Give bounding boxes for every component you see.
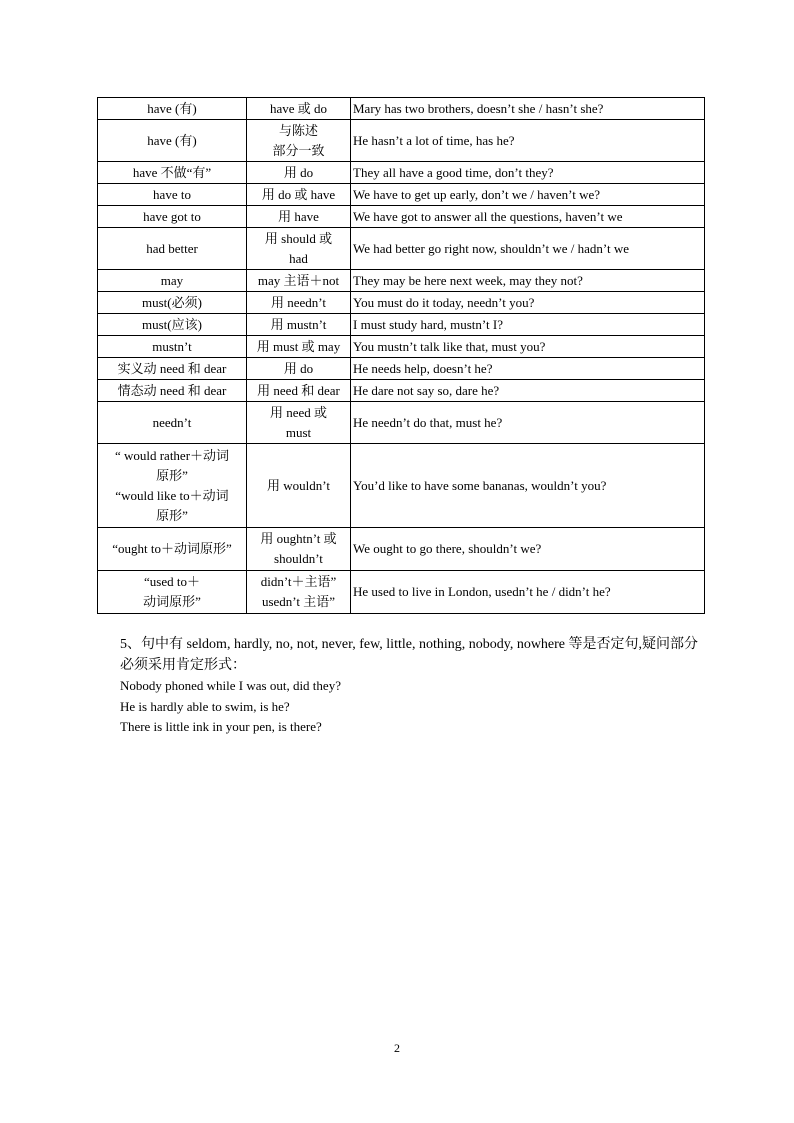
verb-form-cell: have (有)	[98, 120, 247, 162]
tag-rule-cell: 用 need 或 must	[247, 402, 351, 444]
table-body	[98, 98, 705, 614]
verb-form-cell: have to	[98, 184, 247, 206]
example-cell: We ought to go there, shouldn’t we?	[351, 528, 705, 571]
table-row	[98, 98, 705, 120]
example-cell: They all have a good time, don’t they?	[351, 162, 705, 184]
table-row	[98, 162, 705, 184]
verb-form-cell: mustn’t	[98, 336, 247, 358]
example-cell: He needs help, doesn’t he?	[351, 358, 705, 380]
tag-rule-cell: 用 wouldn’t	[247, 444, 351, 528]
table-row	[98, 228, 705, 270]
example-sentence: Nobody phoned while I was out, did they?	[120, 678, 341, 693]
verb-form-cell: have got to	[98, 206, 247, 228]
example-cell: He dare not say so, dare he?	[351, 380, 705, 402]
example-cell: Mary has two brothers, doesn’t she / hasn’t she?	[351, 98, 705, 120]
verb-form-cell: have (有)	[98, 98, 247, 120]
tag-rule-cell: 用 must 或 may	[247, 336, 351, 358]
table-row	[98, 336, 705, 358]
verb-form-cell: may	[98, 270, 247, 292]
verb-form-cell: have 不做“有”	[98, 162, 247, 184]
tag-rule-cell: 用 should 或 had	[247, 228, 351, 270]
example-cell: I must study hard, mustn’t I?	[351, 314, 705, 336]
example-sentence: There is little ink in your pen, is there?	[120, 719, 322, 734]
table-row	[98, 270, 705, 292]
table-row	[98, 184, 705, 206]
rule-5-section	[120, 634, 700, 738]
tag-rule-cell: 用 needn’t	[247, 292, 351, 314]
tag-rule-cell: have 或 do	[247, 98, 351, 120]
example-cell: He hasn’t a lot of time, has he?	[351, 120, 705, 162]
tag-rule-cell: 用 do	[247, 358, 351, 380]
page-number: 2	[394, 1041, 400, 1055]
tag-rule-cell: didn’t＋主语” usedn’t 主语”	[247, 571, 351, 614]
verb-form-cell: needn’t	[98, 402, 247, 444]
table-row	[98, 292, 705, 314]
table-row	[98, 402, 705, 444]
table-row	[98, 206, 705, 228]
verb-form-cell: had better	[98, 228, 247, 270]
table-row	[98, 571, 705, 614]
example-cell: They may be here next week, may they not?	[351, 270, 705, 292]
table-row	[98, 444, 705, 528]
table-row	[98, 120, 705, 162]
example-cell: He used to live in London, usedn’t he / didn’t he?	[351, 571, 705, 614]
example-cell: We have to get up early, don’t we / haven’t we?	[351, 184, 705, 206]
tag-rule-cell: 用 do 或 have	[247, 184, 351, 206]
tag-rule-cell: 用 need 和 dear	[247, 380, 351, 402]
verb-form-cell: “ would rather＋动词 原形” “would like to＋动词 原形”	[98, 444, 247, 528]
tag-rule-cell: 用 have	[247, 206, 351, 228]
verb-form-cell: must(必须)	[98, 292, 247, 314]
example-cell: You mustn’t talk like that, must you?	[351, 336, 705, 358]
example-cell: We have got to answer all the questions, haven’t we	[351, 206, 705, 228]
tag-rule-cell: 与陈述 部分一致	[247, 120, 351, 162]
tag-rule-cell: 用 do	[247, 162, 351, 184]
tag-rule-cell: may 主语＋not	[247, 270, 351, 292]
table-row	[98, 358, 705, 380]
verb-form-cell: 实义动 need 和 dear	[98, 358, 247, 380]
rule-5-text: 5、句中有 seldom, hardly, no, not, never, few, little, nothing, nobody, nowhere 等是否定句,疑问部分必须采用肯定形式：	[120, 637, 699, 673]
question-tag-table	[97, 97, 705, 614]
table-row	[98, 380, 705, 402]
verb-form-cell: “used to＋ 动词原形”	[98, 571, 247, 614]
example-cell: You’d like to have some bananas, wouldn’t you?	[351, 444, 705, 528]
verb-form-cell: “ought to＋动词原形”	[98, 528, 247, 571]
tag-rule-cell: 用 mustn’t	[247, 314, 351, 336]
tag-rule-cell: 用 oughtn’t 或 shouldn’t	[247, 528, 351, 571]
verb-form-cell: 情态动 need 和 dear	[98, 380, 247, 402]
table-row	[98, 314, 705, 336]
example-sentence: He is hardly able to swim, is he?	[120, 698, 290, 714]
table-row	[98, 528, 705, 571]
example-cell: You must do it today, needn’t you?	[351, 292, 705, 314]
example-cell: He needn’t do that, must he?	[351, 402, 705, 444]
verb-form-cell: must(应该)	[98, 314, 247, 336]
example-cell: We had better go right now, shouldn’t we / hadn’t we	[351, 228, 705, 270]
